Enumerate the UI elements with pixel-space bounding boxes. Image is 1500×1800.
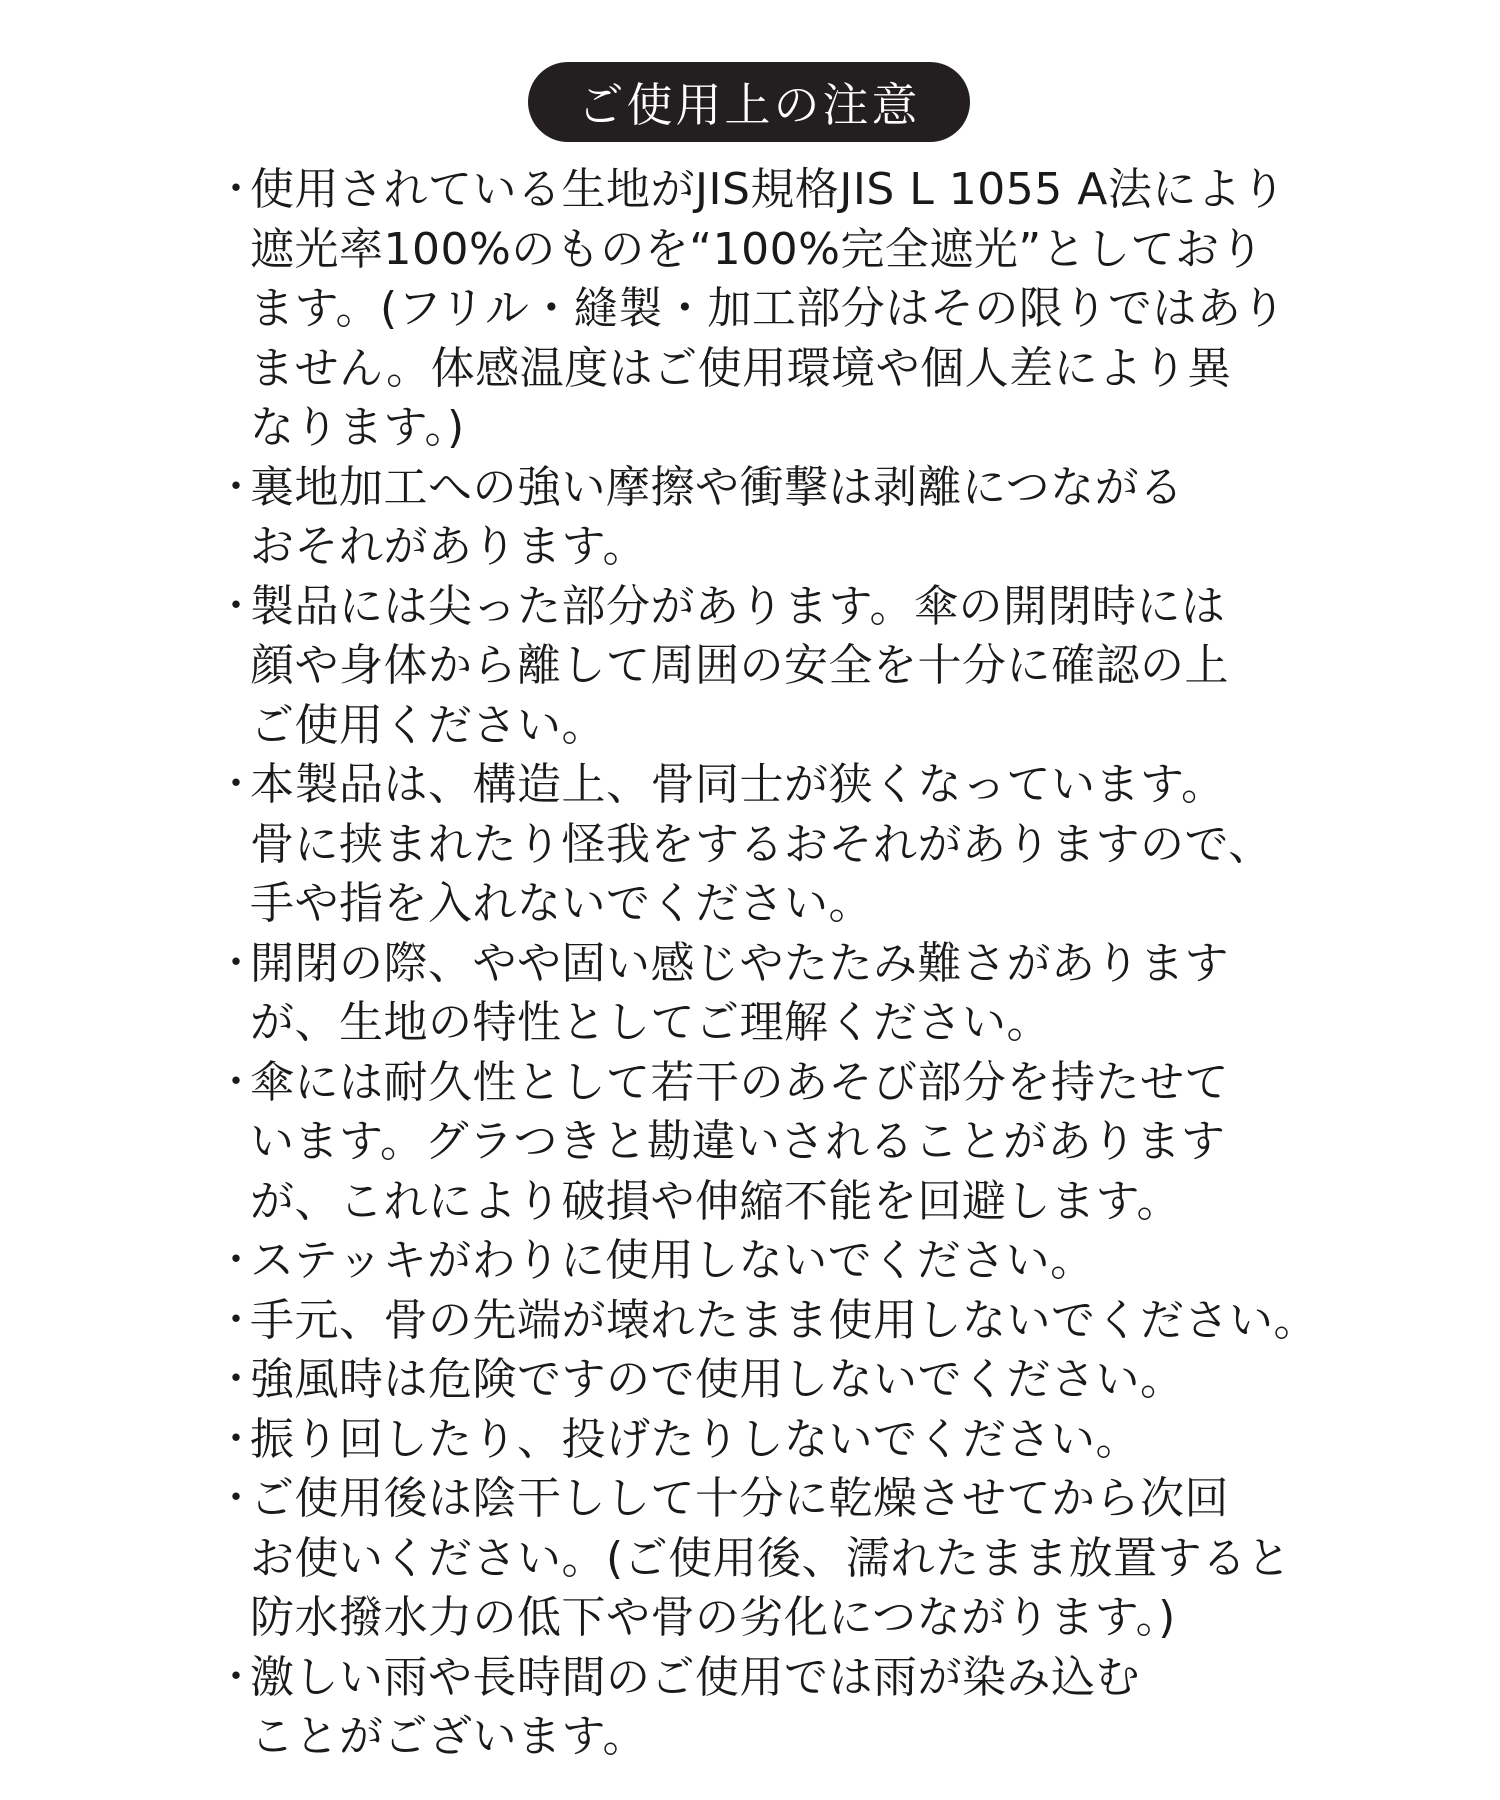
caution-item [216,160,1296,458]
caution-list [216,160,1318,1767]
caution-item [216,1648,1296,1767]
caution-text [250,1410,1285,1470]
bullet-icon: ・ [216,582,256,629]
caution-text-line: 製品には尖った部分があります。傘の開閉時には [250,580,1226,632]
caution-text-line: 裏地加工への強い摩擦や衝撃は剥離につながる [250,461,1184,513]
caution-item [216,1231,1296,1291]
bullet-icon: ・ [216,1475,256,1521]
caution-text [250,1231,1285,1291]
caution-text-line: ステッキがわりに使用しないでください。 [250,1235,1095,1286]
caution-text [250,1291,1318,1351]
caution-text-line: が、生地の特性としてご理解ください。 [250,997,1051,1048]
bullet-icon: ・ [216,1237,256,1283]
bullet-icon: ・ [216,1296,256,1343]
bullet-icon: ・ [216,761,256,807]
caution-item [216,1053,1296,1232]
caution-item [216,1350,1296,1410]
caution-text [250,1469,1292,1648]
page-title [528,62,970,142]
caution-text-line: ご使用ください。 [250,699,606,751]
caution-item [216,755,1296,934]
caution-item [216,1410,1296,1470]
caution-text-line: ます。(フリル・縫製・加工部分はその限りではあり [250,283,1286,334]
caution-text-line: 振り回したり、投げたりしないでください。 [250,1413,1140,1465]
caution-text-line: 遮光率100%のものを“100%完全遮光”としており [250,223,1265,275]
caution-text-line: 顔や身体から離して周囲の安全を十分に確認の上 [250,640,1229,691]
caution-text-line: 開閉の際、やや固い感じやたたみ難さがあります [250,937,1229,989]
caution-text-line: おそれがあります。 [250,521,647,572]
caution-item [216,1291,1318,1351]
caution-text-line: 防水撥水力の低下や骨の劣化につながります。) [250,1592,1176,1643]
caution-text [250,160,1285,458]
caution-text-line: 強風時は危険ですので使用しないでください。 [250,1354,1185,1405]
bullet-icon: ・ [216,463,256,510]
page-title-text: ご使用上の注意 [577,78,921,132]
caution-item [216,1469,1296,1648]
bullet-icon: ・ [216,1415,256,1462]
caution-text-line: ことがございます。 [250,1711,647,1762]
caution-text [250,577,1285,756]
caution-text [250,1648,1285,1767]
caution-text-line: 手元、骨の先端が壊れたまま使用しないでください。 [250,1294,1318,1346]
caution-text [250,1350,1285,1410]
caution-text-line: 傘には耐久性として若干のあそび部分を持たせて [250,1056,1229,1108]
bullet-icon: ・ [216,166,256,212]
caution-text-line: 使用されている生地がJIS規格JIS L 1055 A法により [250,164,1286,215]
caution-text [250,755,1285,934]
caution-text-line: います。グラつきと勘違いされることがあります [250,1116,1226,1167]
caution-item [216,934,1296,1053]
caution-text-line: が、これにより破損や伸縮不能を回避します。 [250,1175,1181,1227]
caution-text [250,934,1285,1053]
caution-text-line: お使いください。(ご使用後、濡れたまま放置すると [250,1532,1292,1584]
caution-text-line: ご使用後は陰干しして十分に乾燥させてから次回 [250,1473,1229,1524]
caution-text-line: 本製品は、構造上、骨同士が狭くなっています。 [250,759,1226,810]
caution-text-line: 骨に挟まれたり怪我をするおそれがありますので、 [250,818,1273,870]
caution-text-line: 手や指を入れないでください。 [250,878,873,929]
bullet-icon: ・ [216,1653,256,1700]
caution-item [216,577,1296,756]
bullet-icon: ・ [216,1058,256,1105]
caution-text [250,458,1285,577]
caution-text-line: 激しい雨や長時間のご使用では雨が染み込む [250,1651,1140,1703]
caution-text-line: なります。) [250,402,465,453]
bullet-icon: ・ [216,1356,256,1402]
caution-text-line: ません。体感温度はご使用環境や個人差により異 [250,342,1232,394]
caution-text [250,1053,1285,1232]
bullet-icon: ・ [216,939,256,986]
caution-item [216,458,1296,577]
